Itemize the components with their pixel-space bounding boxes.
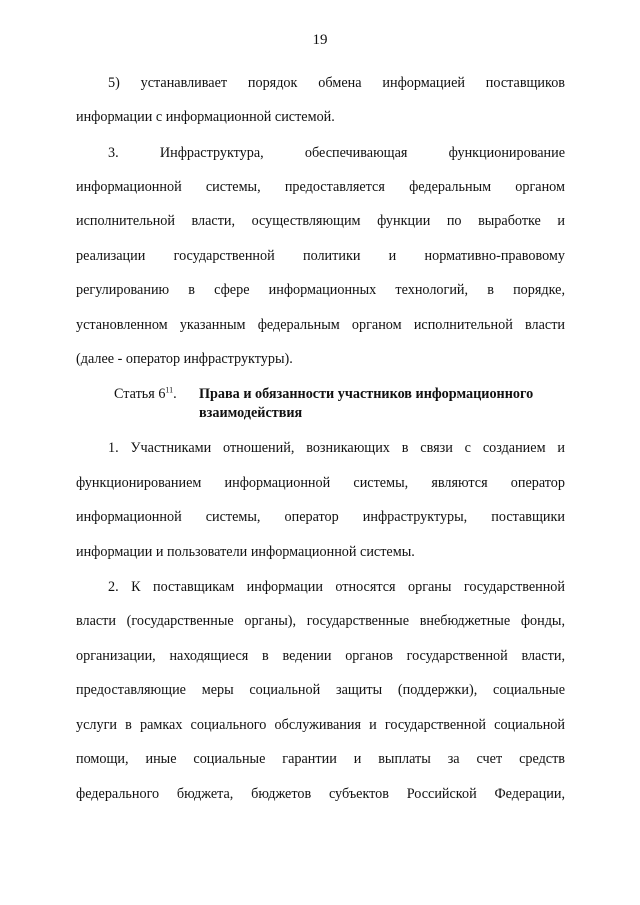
article-title-line-1: Права и обязанности участников информационного — [199, 386, 534, 402]
para2-line-3: организации, находящиеся в ведении органов государственной власти, — [76, 648, 565, 664]
para2-line-1: 2. К поставщикам информации относятся органы государственной — [108, 579, 565, 595]
para2-line-4: предоставляющие меры социальной защиты (поддержки), социальные — [76, 682, 565, 698]
item3-line-2: информационной системы, предоставляется федеральным органом — [76, 179, 565, 195]
para1-line-3: информационной системы, оператор инфраструктуры, поставщики — [76, 509, 565, 525]
item3-line-4: реализации государственной политики и нормативно-правовому — [76, 248, 565, 264]
article-superscript: 11 — [165, 385, 174, 395]
item3-line-1: 3. Инфраструктура, обеспечивающая функционирование — [108, 145, 565, 161]
article-title — [199, 385, 569, 423]
item3-line-7: (далее - оператор инфраструктуры). — [76, 351, 293, 367]
para2-line-5: услуги в рамках социального обслуживания и государственной социальной — [76, 717, 565, 733]
article-label-suffix: . — [173, 386, 177, 402]
para1-line-4: информации и пользователи информационной системы. — [76, 544, 415, 560]
item5-line-1: 5) устанавливает порядок обмена информацией поставщиков — [108, 75, 565, 91]
article-label-text: Статья 6 — [114, 386, 166, 402]
item3-line-6: установленном указанным федеральным органом исполнительной власти — [76, 317, 565, 333]
para2-line-2: власти (государственные органы), государственные внебюджетные фонды, — [76, 613, 565, 629]
page-number: 19 — [312, 32, 328, 48]
item5-line-2: информации с информационной системой. — [76, 109, 335, 125]
para1-line-1: 1. Участниками отношений, возникающих в связи с созданием и — [108, 440, 565, 456]
para2-line-7: федерального бюджета, бюджетов субъектов Российской Федерации, — [76, 786, 565, 802]
para1-line-2: функционированием информационной системы, являются оператор — [76, 475, 565, 491]
article-title-line-2: взаимодействия — [199, 405, 303, 421]
item3-line-3: исполнительной власти, осуществляющим функции по выработке и — [76, 213, 565, 229]
item3-line-5: регулированию в сфере информационных технологий, в порядке, — [76, 282, 565, 298]
article-label — [114, 386, 177, 403]
para2-line-6: помощи, иные социальные гарантии и выплаты за счет средств — [76, 751, 565, 767]
